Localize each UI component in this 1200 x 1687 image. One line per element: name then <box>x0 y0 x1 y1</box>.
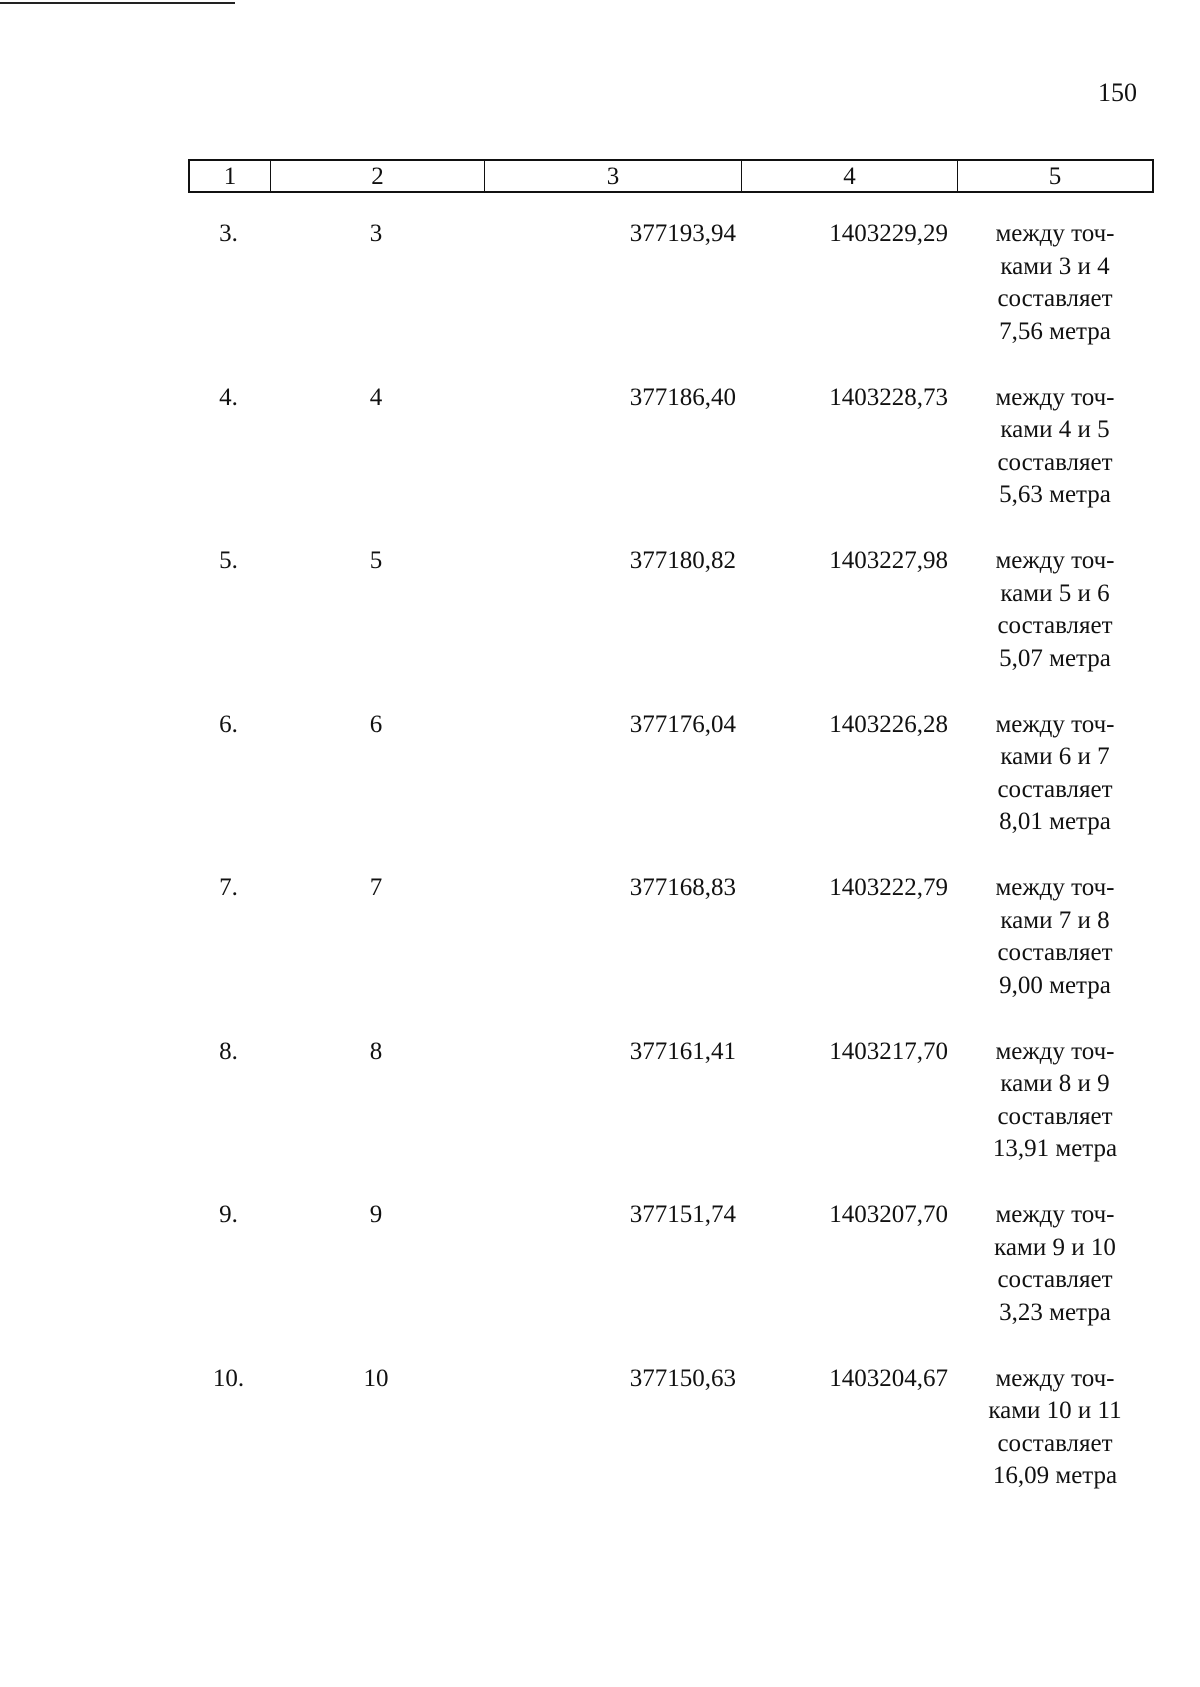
note-line: 7,56 метра <box>999 317 1111 345</box>
note-line: ками 10 и 11 <box>988 1397 1122 1424</box>
table-body <box>188 218 1154 1526</box>
coordinate-x: 377176,04 <box>629 710 736 738</box>
top-rule <box>0 2 235 4</box>
note-line: между точ- <box>995 710 1115 738</box>
note-line: 13,91 метра <box>992 1135 1118 1162</box>
coordinate-y: 1403204,67 <box>829 1364 948 1392</box>
coordinate-y: 1403222,79 <box>829 874 948 901</box>
header-cell-3: 3 <box>485 161 742 191</box>
note-line: ками 5 и 6 <box>1000 579 1110 607</box>
distance-note <box>956 1199 1154 1329</box>
note-line: составляет <box>997 1102 1113 1130</box>
table-row <box>188 872 1154 1036</box>
coordinate-x: 377186,40 <box>629 383 736 411</box>
note-line: составляет <box>997 1266 1113 1293</box>
row-number: 7. <box>219 874 238 901</box>
note-line: ками 6 и 7 <box>1000 743 1110 770</box>
table-row <box>188 1363 1154 1527</box>
note-line: 3,23 метра <box>999 1298 1111 1326</box>
note-line: между точ- <box>995 220 1115 247</box>
note-line: 5,07 метра <box>999 644 1111 672</box>
coordinate-x: 377193,94 <box>629 220 736 247</box>
note-line: между точ- <box>995 383 1115 411</box>
note-line: ками 7 и 8 <box>1000 906 1110 934</box>
note-line: 9,00 метра <box>999 971 1111 999</box>
note-line: ками 3 и 4 <box>1000 252 1110 280</box>
distance-note <box>956 1036 1154 1166</box>
table-row <box>188 1199 1154 1363</box>
page-number: 150 <box>1098 78 1137 107</box>
coordinate-y: 1403207,70 <box>829 1201 948 1228</box>
note-line: ками 4 и 5 <box>1000 416 1110 443</box>
note-line: составляет <box>997 285 1113 312</box>
distance-note <box>956 382 1154 512</box>
distance-note <box>956 218 1154 348</box>
note-line: составляет <box>997 1429 1113 1457</box>
table-row <box>188 545 1154 709</box>
note-line: ками 9 и 10 <box>994 1233 1116 1261</box>
coordinate-x: 377180,82 <box>629 547 736 574</box>
table-row <box>188 709 1154 873</box>
note-line: 5,63 метра <box>999 481 1111 508</box>
table-row <box>188 382 1154 546</box>
point-id: 7 <box>369 874 383 901</box>
header-cell-2: 2 <box>271 161 485 191</box>
table-row <box>188 1036 1154 1200</box>
note-line: между точ- <box>995 1037 1115 1065</box>
note-line: составляет <box>997 775 1113 803</box>
row-number: 3. <box>219 220 238 247</box>
note-line: между точ- <box>995 1364 1115 1392</box>
point-id: 3 <box>369 220 383 247</box>
note-line: составляет <box>997 448 1113 476</box>
note-line: составляет <box>997 939 1113 966</box>
note-line: между точ- <box>995 547 1115 574</box>
header-cell-1: 1 <box>190 161 271 191</box>
point-id: 4 <box>369 383 383 411</box>
row-number: 5. <box>219 547 238 574</box>
distance-note <box>956 545 1154 675</box>
row-number: 4. <box>219 383 238 411</box>
point-id: 9 <box>369 1201 383 1228</box>
coordinate-x: 377150,63 <box>629 1364 736 1392</box>
coordinate-y: 1403217,70 <box>829 1037 948 1065</box>
row-number: 8. <box>219 1037 238 1065</box>
coordinate-x: 377168,83 <box>629 874 736 901</box>
row-number: 6. <box>219 710 238 738</box>
table-row <box>188 218 1154 382</box>
point-id: 6 <box>369 710 383 738</box>
header-cell-5: 5 <box>1048 162 1062 190</box>
header-cell-4: 4 <box>742 161 958 191</box>
coordinate-y: 1403229,29 <box>829 220 948 247</box>
note-line: составляет <box>997 612 1113 639</box>
table-header <box>188 159 1154 193</box>
note-line: 8,01 метра <box>999 808 1111 835</box>
point-id: 5 <box>369 547 383 574</box>
point-id: 8 <box>369 1037 383 1065</box>
row-number: 10. <box>212 1364 245 1392</box>
coordinate-y: 1403228,73 <box>829 383 948 411</box>
coordinate-x: 377161,41 <box>629 1037 736 1065</box>
point-id: 10 <box>363 1364 389 1392</box>
note-line: ками 8 и 9 <box>1000 1070 1110 1097</box>
distance-note <box>956 1363 1154 1493</box>
coordinate-x: 377151,74 <box>629 1201 736 1228</box>
distance-note <box>956 872 1154 1002</box>
row-number: 9. <box>219 1201 238 1228</box>
coordinate-y: 1403226,28 <box>829 710 948 738</box>
note-line: 16,09 метра <box>992 1462 1118 1489</box>
note-line: между точ- <box>995 1201 1115 1228</box>
note-line: между точ- <box>995 874 1115 901</box>
distance-note <box>956 709 1154 839</box>
coordinate-y: 1403227,98 <box>829 547 948 574</box>
